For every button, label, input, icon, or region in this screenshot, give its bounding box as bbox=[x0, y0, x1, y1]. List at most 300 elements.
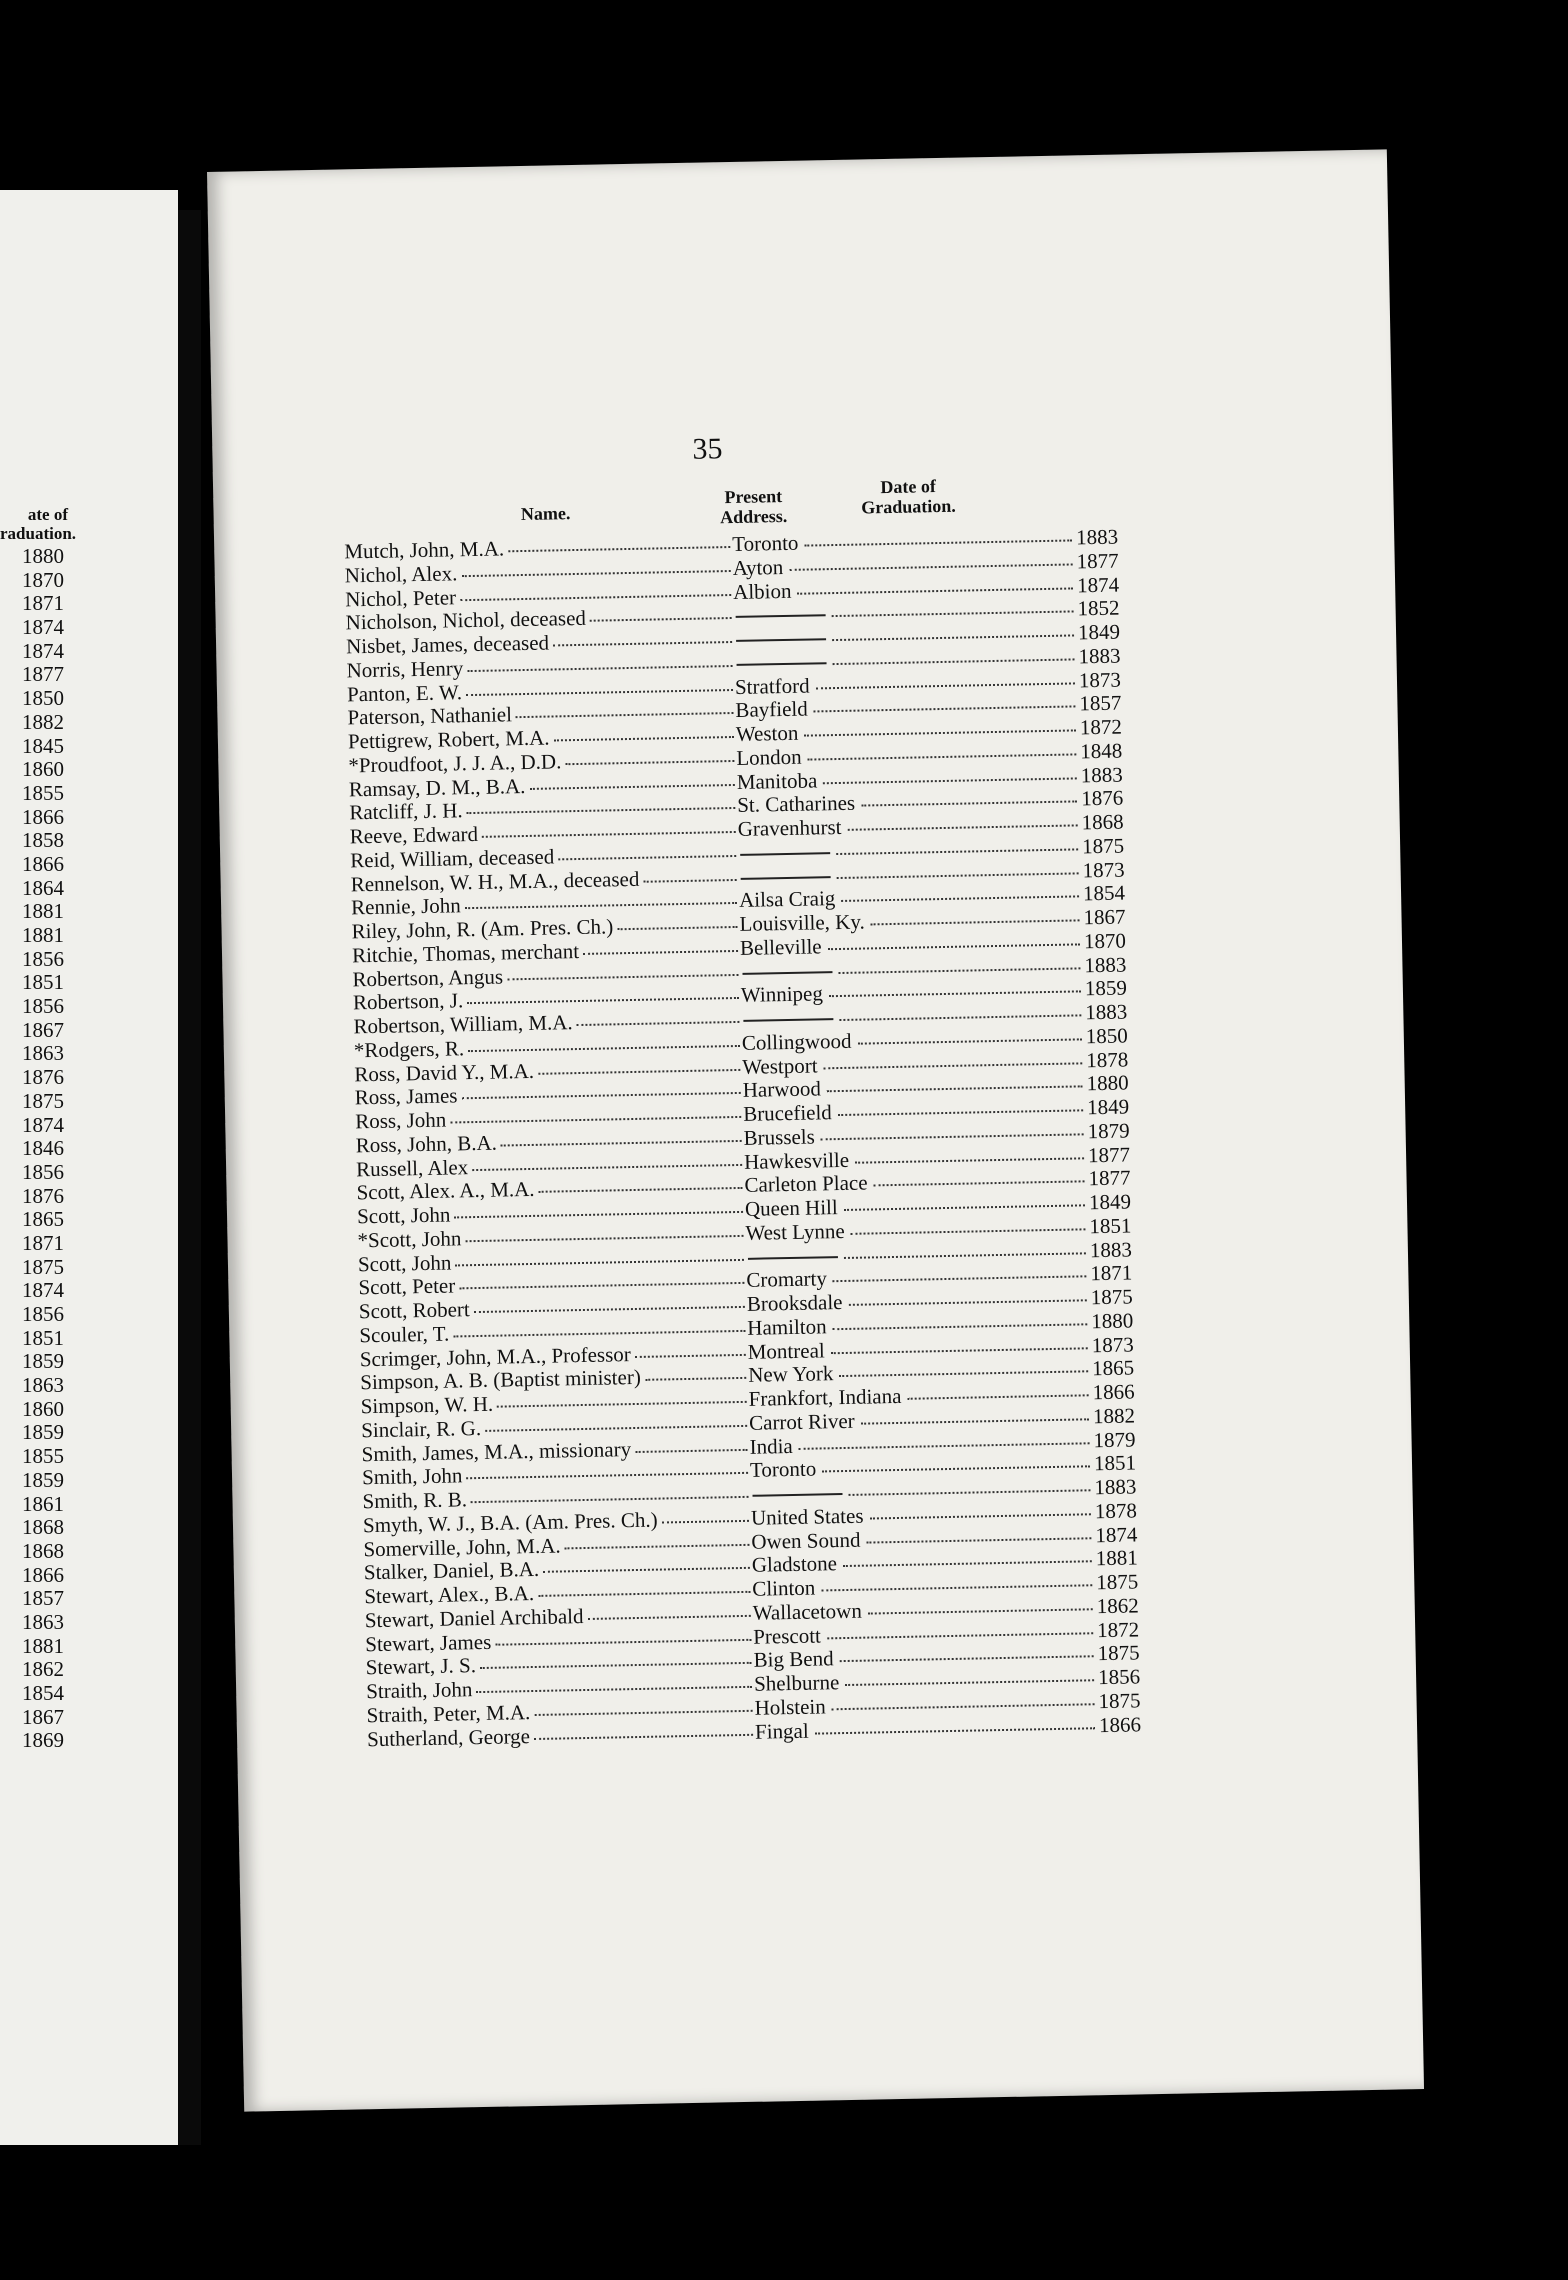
leader-dots bbox=[832, 1323, 1087, 1330]
entry-name: Scrimger, John, M.A., Professor bbox=[359, 1341, 631, 1371]
leader-dots bbox=[576, 1021, 739, 1026]
previous-page-year: 1870 bbox=[22, 568, 64, 592]
entry-name: Russell, Alex bbox=[355, 1154, 469, 1181]
previous-page-year: 1860 bbox=[22, 1397, 64, 1421]
previous-page-year: 1859 bbox=[22, 1421, 64, 1445]
entry-name: Rennie, John bbox=[350, 893, 462, 920]
previous-page-year: 1859 bbox=[22, 1468, 64, 1492]
previous-header-line: ate of bbox=[27, 505, 68, 524]
previous-page-year: 1874 bbox=[22, 1279, 64, 1303]
entry-name: Straith, John bbox=[365, 1677, 473, 1704]
leader-dots bbox=[590, 617, 732, 622]
entry-year: 1849 bbox=[1088, 1189, 1132, 1215]
entry-year: 1850 bbox=[1085, 1023, 1128, 1049]
previous-page-year: 1845 bbox=[22, 734, 64, 758]
page-number: 35 bbox=[692, 432, 723, 466]
entry-year: 1849 bbox=[1086, 1094, 1130, 1120]
leader-dots bbox=[843, 1561, 1092, 1568]
entry-name: Ross, James bbox=[354, 1083, 458, 1110]
column-header-address bbox=[683, 485, 824, 528]
entry-name: Robertson, Angus bbox=[352, 963, 504, 991]
leader-dots bbox=[848, 824, 1078, 830]
entry-address: Albion bbox=[732, 578, 792, 604]
previous-page-year: 1858 bbox=[22, 829, 64, 853]
previous-page-year: 1851 bbox=[22, 1326, 64, 1350]
leader-dots bbox=[553, 641, 732, 646]
leader-dots bbox=[543, 1567, 750, 1573]
previous-page-year: 1874 bbox=[22, 1113, 64, 1137]
entry-address: Cromarty bbox=[746, 1266, 828, 1293]
previous-page-year: 1866 bbox=[22, 805, 64, 829]
entry-address: Westport bbox=[742, 1052, 818, 1079]
leader-dots bbox=[866, 1537, 1091, 1543]
entry-year: 1883 bbox=[1080, 762, 1123, 787]
leader-dots bbox=[838, 1109, 1083, 1116]
entry-year: 1856 bbox=[1097, 1664, 1141, 1690]
entry-name: Stalker, Daniel, B.A. bbox=[363, 1557, 540, 1585]
header-line: Graduation. bbox=[861, 495, 957, 518]
entry-address: Carrot River bbox=[748, 1408, 855, 1435]
entry-year: 1875 bbox=[1098, 1688, 1141, 1713]
entry-address: Hamilton bbox=[747, 1314, 827, 1340]
previous-page-year: 1877 bbox=[22, 663, 64, 687]
leader-dots bbox=[827, 1086, 1083, 1093]
leader-dots bbox=[837, 872, 1079, 879]
leader-dots bbox=[844, 1252, 1086, 1259]
entry-address: Big Bend bbox=[753, 1646, 834, 1673]
previous-page-year: 1867 bbox=[22, 1018, 64, 1042]
previous-page-year: 1862 bbox=[22, 1658, 64, 1682]
previous-page-year: 1882 bbox=[22, 710, 64, 734]
leader-dots bbox=[821, 1584, 1092, 1591]
entry-address: Ayton bbox=[732, 554, 784, 580]
leader-dots bbox=[815, 1727, 1095, 1734]
entry-address: Toronto bbox=[732, 530, 799, 556]
entry-address: Harwood bbox=[742, 1076, 822, 1103]
leader-dots bbox=[534, 1733, 753, 1739]
previous-page-year: 1855 bbox=[22, 781, 64, 805]
entry-name: Smith, John bbox=[361, 1463, 463, 1490]
leader-dots bbox=[822, 1466, 1090, 1473]
entry-name: *Rodgers, R. bbox=[353, 1035, 465, 1063]
entry-name: Straith, Peter, M.A. bbox=[366, 1699, 531, 1727]
previous-page-year: 1857 bbox=[22, 1587, 64, 1611]
entry-year: 1875 bbox=[1090, 1284, 1133, 1310]
entry-name: Pettigrew, Robert, M.A. bbox=[347, 725, 550, 754]
entry-name: Simpson, W. H. bbox=[360, 1391, 494, 1419]
leader-dots bbox=[530, 783, 735, 789]
previous-page-year: 1861 bbox=[22, 1492, 64, 1516]
entry-address: Owen Sound bbox=[751, 1527, 861, 1554]
entry-year: 1852 bbox=[1077, 595, 1120, 621]
leader-dots bbox=[804, 539, 1072, 546]
entry-name: Smith, R. B. bbox=[362, 1487, 468, 1514]
entry-name: Ross, John bbox=[355, 1107, 447, 1134]
previous-page-years bbox=[0, 545, 64, 1753]
entry-address: Carleton Place bbox=[744, 1170, 868, 1198]
leader-dots bbox=[841, 896, 1079, 903]
leader-dots bbox=[539, 1187, 743, 1193]
entry-year: 1876 bbox=[1080, 785, 1124, 811]
entry-year: 1879 bbox=[1093, 1426, 1136, 1452]
leader-dots bbox=[832, 634, 1074, 641]
column-header-name: Name. bbox=[520, 503, 571, 525]
entry-year: 1880 bbox=[1086, 1070, 1129, 1096]
leader-dots bbox=[804, 729, 1076, 736]
leader-dots bbox=[839, 1014, 1081, 1021]
entry-name: Reid, William, deceased bbox=[350, 844, 555, 873]
entry-year: 1848 bbox=[1080, 738, 1123, 764]
leader-dots bbox=[840, 1656, 1094, 1663]
leader-dots bbox=[908, 1394, 1089, 1399]
column-header-date bbox=[818, 475, 999, 518]
entry-year: 1873 bbox=[1091, 1331, 1134, 1357]
entry-name: Ross, David Y., M.A. bbox=[354, 1058, 535, 1086]
leader-dots bbox=[861, 801, 1077, 807]
entry-name: Scott, John bbox=[357, 1250, 452, 1276]
leader-dots bbox=[476, 1686, 752, 1693]
previous-page-year: 1866 bbox=[22, 852, 64, 876]
header-line: Date of bbox=[880, 476, 937, 498]
entry-name: Stewart, Alex., B.A. bbox=[364, 1580, 535, 1609]
previous-page bbox=[0, 190, 178, 2145]
previous-page-header bbox=[0, 505, 77, 543]
entry-year: 1873 bbox=[1082, 857, 1125, 882]
leader-dots bbox=[508, 546, 730, 552]
entry-year: 1859 bbox=[1084, 975, 1128, 1001]
leader-dots bbox=[474, 1306, 745, 1313]
entry-name: Panton, E. W. bbox=[346, 679, 463, 706]
entry-year: 1875 bbox=[1096, 1569, 1139, 1595]
entry-name: Scouler, T. bbox=[359, 1321, 450, 1348]
entry-name: Scott, Robert bbox=[358, 1297, 470, 1324]
previous-page-year: 1863 bbox=[22, 1610, 64, 1634]
entry-address: Ailsa Craig bbox=[738, 886, 836, 913]
previous-page-year: 1854 bbox=[22, 1682, 64, 1705]
entry-name: Sutherland, George bbox=[366, 1723, 531, 1751]
previous-page-year: 1881 bbox=[22, 900, 64, 924]
entry-address: New York bbox=[747, 1361, 834, 1388]
leader-dots bbox=[839, 1371, 1088, 1378]
leader-dots bbox=[858, 1038, 1082, 1044]
leader-dots bbox=[471, 1496, 749, 1503]
address-blank-rule bbox=[737, 662, 827, 666]
entry-address: Fingal bbox=[754, 1718, 809, 1744]
entry-address: Gravenhurst bbox=[737, 814, 842, 841]
leader-dots bbox=[850, 1228, 1085, 1235]
address-blank-rule bbox=[736, 638, 826, 642]
entry-address: Holstein bbox=[754, 1694, 826, 1720]
entry-name: Simpson, A. B. (Baptist minister) bbox=[360, 1365, 642, 1395]
leader-dots bbox=[516, 712, 734, 718]
entry-address: St. Catharines bbox=[737, 790, 856, 818]
leader-dots bbox=[495, 1638, 751, 1645]
previous-page-year: 1871 bbox=[22, 1231, 64, 1255]
leader-dots bbox=[538, 1591, 750, 1597]
previous-page-year: 1856 bbox=[22, 995, 64, 1019]
leader-dots bbox=[453, 1330, 745, 1338]
address-blank-rule bbox=[752, 1493, 842, 1497]
previous-header-line: raduation. bbox=[0, 524, 77, 543]
leader-dots bbox=[482, 831, 736, 838]
leader-dots bbox=[836, 848, 1078, 855]
leader-dots bbox=[460, 594, 731, 601]
leader-dots bbox=[462, 570, 731, 577]
entry-name: Nicholson, Nichol, deceased bbox=[345, 606, 587, 635]
leader-dots bbox=[636, 1448, 748, 1452]
leader-dots bbox=[565, 760, 734, 765]
entry-name: Reeve, Edward bbox=[349, 821, 479, 849]
previous-page-year: 1856 bbox=[22, 1160, 64, 1184]
leader-dots bbox=[645, 1377, 746, 1381]
leader-dots bbox=[466, 1472, 748, 1479]
book-gutter bbox=[178, 210, 201, 2145]
entry-name: Scott, John bbox=[356, 1202, 451, 1229]
entry-name: Robertson, William, M.A. bbox=[353, 1010, 573, 1039]
entry-name: Norris, Henry bbox=[346, 655, 464, 683]
header-line: Present bbox=[724, 486, 783, 508]
header-line: Address. bbox=[719, 505, 788, 528]
leader-dots bbox=[833, 658, 1075, 665]
entry-year: 1872 bbox=[1096, 1616, 1140, 1642]
entry-name: Stewart, J. S. bbox=[365, 1653, 477, 1680]
entry-year: 1877 bbox=[1076, 548, 1119, 574]
leader-dots bbox=[861, 1418, 1089, 1424]
previous-page-year: 1868 bbox=[22, 1539, 64, 1563]
entry-name: Scott, Alex. A., M.A. bbox=[356, 1177, 535, 1205]
leader-dots bbox=[508, 973, 739, 979]
entry-name: Ratcliff, J. H. bbox=[349, 798, 463, 825]
entry-year: 1873 bbox=[1078, 667, 1122, 692]
entry-year: 1868 bbox=[1081, 809, 1124, 835]
entry-name: Stewart, Daniel Archibald bbox=[364, 1603, 584, 1632]
entry-year: 1875 bbox=[1097, 1640, 1140, 1666]
previous-page-year: 1850 bbox=[22, 687, 64, 711]
entry-year: 1865 bbox=[1091, 1355, 1135, 1381]
leader-dots bbox=[823, 1062, 1082, 1069]
entry-name: Riley, John, R. (Am. Pres. Ch.) bbox=[351, 914, 614, 944]
leader-dots bbox=[467, 997, 739, 1004]
leader-dots bbox=[813, 706, 1075, 713]
register-page bbox=[207, 149, 1424, 2111]
leader-dots bbox=[832, 1703, 1095, 1710]
entry-address: Prescott bbox=[752, 1622, 822, 1649]
entry-name: Nisbet, James, deceased bbox=[345, 630, 550, 659]
leader-dots bbox=[459, 1282, 744, 1289]
leader-dots bbox=[827, 1632, 1093, 1639]
previous-page-year: 1880 bbox=[22, 545, 64, 568]
entry-year: 1870 bbox=[1083, 928, 1127, 954]
address-blank-rule bbox=[742, 971, 832, 975]
previous-page-year: 1881 bbox=[22, 924, 64, 947]
entry-address: Bayfield bbox=[735, 696, 808, 723]
leader-dots bbox=[807, 753, 1076, 760]
entry-address: Weston bbox=[735, 720, 799, 746]
leader-dots bbox=[845, 1679, 1094, 1686]
entry-address: Frankfort, Indiana bbox=[748, 1383, 902, 1411]
leader-dots bbox=[588, 1615, 751, 1620]
leader-dots bbox=[844, 1204, 1085, 1211]
entry-address: Shelburne bbox=[753, 1670, 840, 1696]
leader-dots bbox=[554, 736, 734, 741]
leader-dots bbox=[870, 1513, 1091, 1519]
entry-year: 1878 bbox=[1085, 1046, 1129, 1072]
previous-page-year: 1868 bbox=[22, 1516, 64, 1540]
address-blank-rule bbox=[743, 1018, 833, 1022]
leader-dots bbox=[466, 807, 735, 814]
entry-year: 1882 bbox=[1092, 1403, 1136, 1428]
previous-page-year: 1851 bbox=[22, 971, 64, 995]
leader-dots bbox=[468, 665, 733, 672]
leader-dots bbox=[829, 991, 1081, 998]
entry-year: 1851 bbox=[1089, 1213, 1132, 1239]
leader-dots bbox=[868, 1608, 1093, 1614]
leader-dots bbox=[799, 1442, 1090, 1450]
previous-page-year: 1874 bbox=[22, 639, 64, 663]
previous-page-year: 1869 bbox=[22, 1729, 64, 1753]
leader-dots bbox=[558, 855, 736, 860]
leader-dots bbox=[462, 1092, 741, 1099]
entry-name: *Proudfoot, J. J. A., D.D. bbox=[348, 749, 562, 778]
leader-dots bbox=[468, 1045, 740, 1052]
entry-year: 1883 bbox=[1078, 643, 1121, 669]
leader-dots bbox=[662, 1520, 749, 1524]
entry-year: 1866 bbox=[1098, 1711, 1142, 1737]
entry-name: Nichol, Alex. bbox=[344, 561, 458, 588]
address-blank-rule bbox=[748, 1256, 838, 1260]
previous-page-year: 1846 bbox=[22, 1137, 64, 1161]
entry-address: Manitoba bbox=[736, 767, 818, 794]
leader-dots bbox=[874, 1181, 1085, 1187]
entry-address: Hawkesville bbox=[743, 1147, 850, 1174]
entry-address: Queen Hill bbox=[744, 1195, 838, 1221]
entry-year: 1879 bbox=[1087, 1118, 1130, 1144]
entry-name: Paterson, Nathaniel bbox=[347, 702, 513, 730]
entry-name: Nichol, Peter bbox=[344, 584, 457, 611]
leader-dots bbox=[848, 1489, 1090, 1496]
address-blank-rule bbox=[736, 614, 826, 618]
entries-list bbox=[344, 524, 1182, 1751]
leader-dots bbox=[480, 1662, 752, 1669]
leader-dots bbox=[465, 902, 737, 909]
entry-year: 1878 bbox=[1094, 1498, 1138, 1523]
entry-year: 1866 bbox=[1092, 1379, 1135, 1405]
entry-name: Scott, Peter bbox=[358, 1273, 456, 1300]
entry-name: Sinclair, R. G. bbox=[360, 1415, 482, 1443]
leader-dots bbox=[455, 1258, 744, 1266]
leader-dots bbox=[871, 919, 1080, 925]
previous-page-year: 1860 bbox=[22, 758, 64, 782]
entry-year: 1854 bbox=[1082, 880, 1126, 906]
entry-name: Ritchie, Thomas, merchant bbox=[351, 938, 580, 968]
entry-address: Wallacetown bbox=[752, 1598, 863, 1625]
entry-year: 1883 bbox=[1084, 951, 1127, 977]
leader-dots bbox=[838, 967, 1080, 974]
previous-page-year: 1856 bbox=[22, 1303, 64, 1326]
leader-dots bbox=[454, 1211, 743, 1219]
leader-dots bbox=[501, 1140, 742, 1147]
entry-year: 1851 bbox=[1093, 1450, 1137, 1476]
entry-address: Clinton bbox=[752, 1575, 816, 1601]
leader-dots bbox=[466, 688, 733, 695]
entry-name: Ross, John, B.A. bbox=[355, 1130, 498, 1158]
leader-dots bbox=[816, 682, 1075, 689]
previous-page-year: 1859 bbox=[22, 1350, 64, 1374]
leader-dots bbox=[823, 777, 1077, 784]
previous-page-year: 1871 bbox=[22, 592, 64, 616]
entry-name: Smyth, W. J., B.A. (Am. Pres. Ch.) bbox=[362, 1507, 658, 1538]
entry-name: *Scott, John bbox=[357, 1226, 462, 1253]
entry-year: 1880 bbox=[1090, 1308, 1134, 1333]
leader-dots bbox=[644, 878, 737, 882]
entry-address: Belleville bbox=[739, 934, 822, 960]
entry-address: Winnipeg bbox=[740, 981, 824, 1008]
leader-dots bbox=[466, 1235, 744, 1242]
entry-address: Brooksdale bbox=[746, 1290, 843, 1316]
entry-year: 1874 bbox=[1095, 1521, 1138, 1547]
leader-dots bbox=[797, 587, 1073, 594]
entry-address: Montreal bbox=[747, 1337, 825, 1364]
entry-name: Ramsay, D. M., B.A. bbox=[348, 773, 526, 801]
entry-year: 1883 bbox=[1089, 1236, 1133, 1262]
entry-year: 1877 bbox=[1088, 1165, 1131, 1191]
leader-dots bbox=[538, 1068, 740, 1074]
previous-page-year: 1864 bbox=[22, 876, 64, 900]
entry-name: Robertson, J. bbox=[352, 988, 464, 1015]
entry-name: Mutch, John, M.A. bbox=[344, 536, 505, 564]
leader-dots bbox=[831, 1347, 1088, 1354]
previous-page-year: 1876 bbox=[22, 1184, 64, 1208]
entry-address: Stratford bbox=[734, 673, 810, 699]
previous-page-year: 1874 bbox=[22, 616, 64, 640]
entry-name: Somerville, John, M.A. bbox=[363, 1532, 561, 1561]
entry-address: Brucefield bbox=[742, 1100, 833, 1126]
entry-year: 1875 bbox=[1081, 833, 1125, 859]
entry-address: Toronto bbox=[749, 1456, 817, 1483]
address-blank-rule bbox=[740, 852, 830, 856]
entry-address: West Lynne bbox=[745, 1218, 845, 1245]
previous-page-year: 1856 bbox=[22, 947, 64, 971]
leader-dots bbox=[855, 1157, 1084, 1163]
address-blank-rule bbox=[741, 876, 831, 880]
previous-page-year: 1866 bbox=[22, 1563, 64, 1587]
entry-name: Stewart, James bbox=[365, 1629, 492, 1656]
previous-page-year: 1863 bbox=[22, 1374, 64, 1398]
entry-address: Brussels bbox=[743, 1124, 816, 1150]
entry-address: Gladstone bbox=[751, 1551, 838, 1578]
previous-page-year: 1875 bbox=[22, 1089, 64, 1113]
entry-year: 1877 bbox=[1087, 1141, 1131, 1167]
entry-address: India bbox=[749, 1433, 793, 1459]
leader-dots bbox=[832, 611, 1074, 618]
entry-address: London bbox=[736, 744, 802, 770]
entry-year: 1862 bbox=[1096, 1593, 1139, 1618]
entry-year: 1883 bbox=[1085, 999, 1128, 1025]
previous-page-year: 1867 bbox=[22, 1705, 64, 1729]
entry-address: Louisville, Ky. bbox=[739, 909, 865, 936]
entry-year: 1867 bbox=[1083, 904, 1126, 930]
leader-dots bbox=[849, 1299, 1087, 1306]
previous-page-year: 1865 bbox=[22, 1208, 64, 1232]
leader-dots bbox=[583, 950, 738, 955]
entry-year: 1871 bbox=[1090, 1260, 1133, 1286]
entry-address: United States bbox=[750, 1503, 864, 1530]
entry-year: 1883 bbox=[1075, 524, 1119, 550]
entry-year: 1857 bbox=[1079, 690, 1122, 716]
previous-page-year: 1863 bbox=[22, 1042, 64, 1066]
entry-address: Collingwood bbox=[741, 1028, 852, 1055]
entry-year: 1849 bbox=[1077, 619, 1121, 645]
